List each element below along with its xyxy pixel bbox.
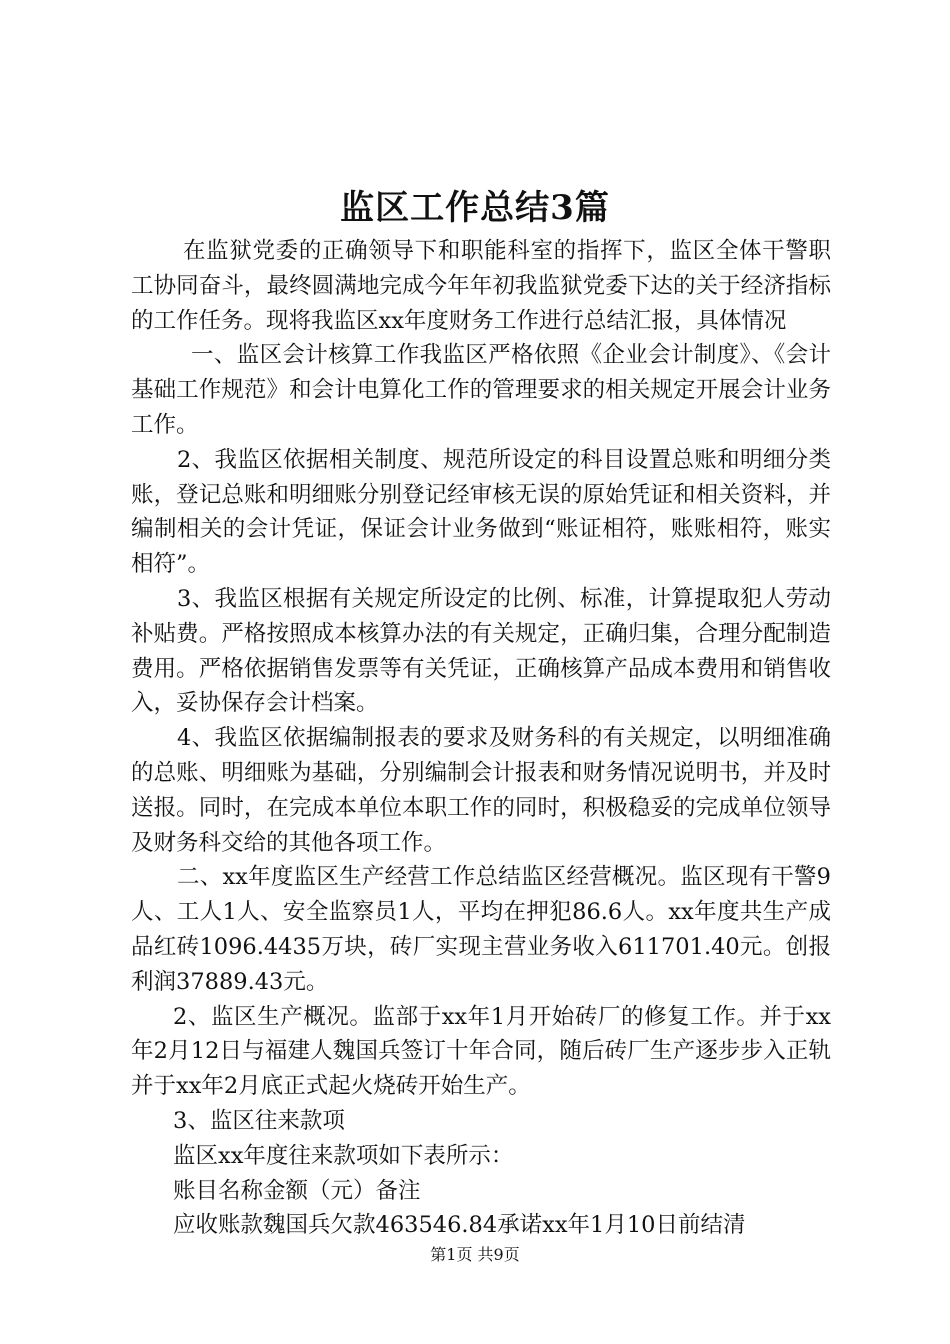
- paragraph-accounts-heading: 3、监区往来款项: [173, 1107, 345, 1134]
- document-body: [131, 234, 831, 1243]
- paragraph-section-2: 二、xx年度监区生产经营工作总结监区经营概况。监区现有干警9人、工人1人、安全监察员1人，平均在押犯86.6人。xx年度共生产成品红砖1096.4435万块，砖厂实现主营业务收入611701.40元。创报利润37889.43元。: [131, 864, 831, 995]
- paragraph-item-4: 4、我监区依据编制报表的要求及财务科的有关规定，以明细准确的总账、明细账为基础，分别编制会计报表和财务情况说明书，并及时送报。同时，在完成本单位本职工作的同时，积极稳妥的完成单位领导及财务科交给的其他各项工作。: [131, 725, 831, 856]
- paragraph-section-1: 一、监区会计核算工作我监区严格依照《企业会计制度》、《会计基础工作规范》和会计电算化工作的管理要求的相关规定开展会计业务工作。: [131, 342, 831, 438]
- paragraph-intro: 在监狱党委的正确领导下和职能科室的指挥下，监区全体干警职工协同奋斗，最终圆满地完成今年年初我监狱党委下达的关于经济指标的工作任务。现将我监区xx年度财务工作进行总结汇报，具体情况: [131, 238, 831, 334]
- paragraph-table-row: 应收账款魏国兵欠款463546.84承诺xx年1月10日前结清: [173, 1212, 746, 1239]
- document-title: 监区工作总结3篇: [340, 188, 610, 228]
- paragraph-item-3: 3、我监区根据有关规定所设定的比例、标准，计算提取犯人劳动补贴费。严格按照成本核算办法的有关规定，正确归集，合理分配制造费用。严格依据销售发票等有关凭证，正确核算产品成本费用和销售收入，妥协保存会计档案。: [131, 585, 831, 717]
- paragraph-accounts-intro: 监区xx年度往来款项如下表所示：: [173, 1142, 514, 1169]
- paragraph-item-2: 2、我监区依据相关制度、规范所设定的科目设置总账和明细分类账，登记总账和明细账分别登记经审核无误的原始凭证和相关资料，并编制相关的会计凭证，保证会计业务做到“账证相符，账账相符，账实相符”。: [131, 446, 831, 578]
- paragraph-production: 2、监区生产概况。监部于xx年1月开始砖厂的修复工作。并于xx年2月12日与福建人魏国兵签订十年合同，随后砖厂生产逐步步入正轨并于xx年2月底正式起火烧砖开始生产。: [131, 1003, 831, 1100]
- page-number: 第1页 共9页: [430, 1245, 520, 1264]
- paragraph-table-header: 账目名称金额（元）备注: [173, 1177, 421, 1204]
